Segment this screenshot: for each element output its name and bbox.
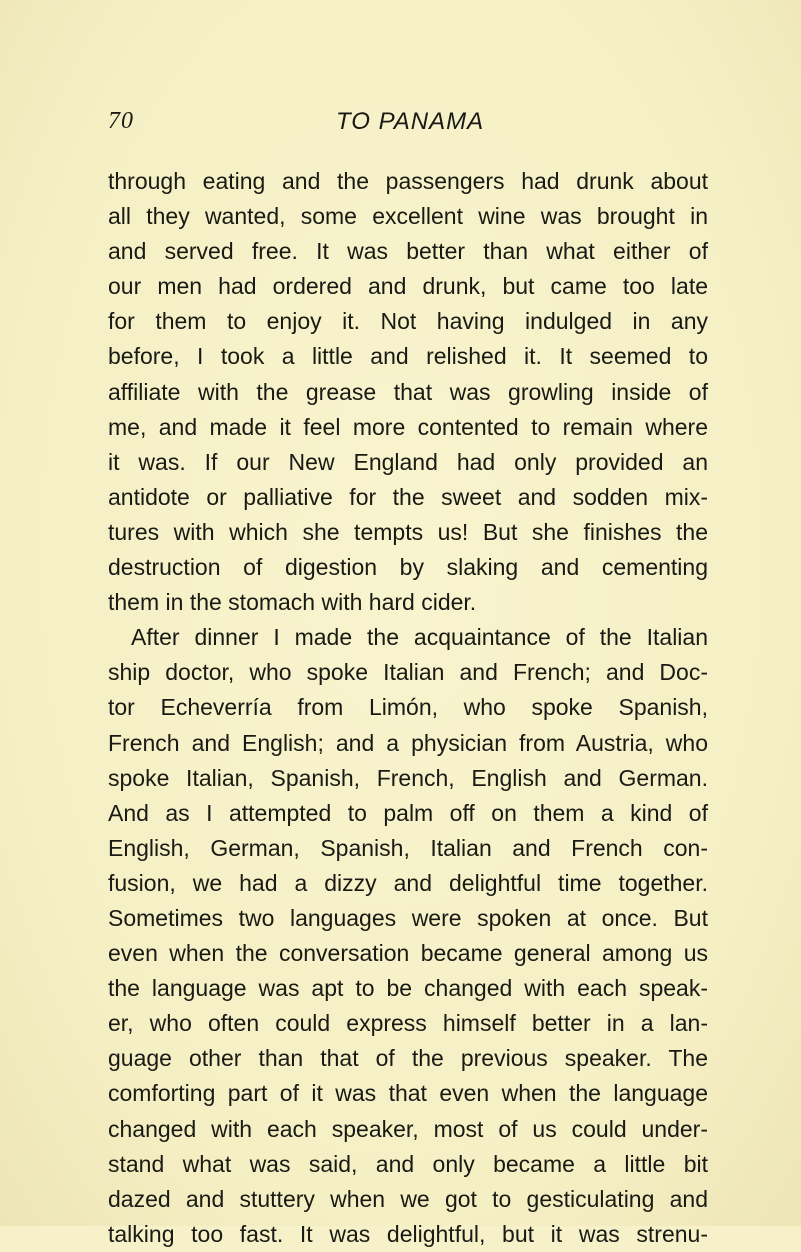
text-line: And as I attempted to palm off on them a kind of (108, 799, 708, 826)
text-line: and served free. It was better than what either of (108, 238, 708, 265)
text-line: through eating and the passengers had drunk about (108, 168, 708, 194)
text-line: before, I took a little and relished it. It seemed to (108, 343, 708, 370)
body-text (108, 164, 708, 1252)
text-line: talking too fast. It was delightful, but it was strenu- (108, 1220, 708, 1247)
page-number: 70 (108, 108, 134, 134)
text-line: tures with which she tempts us! But she finishes the (108, 518, 708, 545)
text-line: even when the conversation became general among us (108, 940, 708, 967)
text-line: Sometimes two languages were spoken at once. But (108, 904, 708, 931)
text-line: antidote or palliative for the sweet and sodden mix- (108, 483, 708, 510)
text-line: tor Echeverría from Limón, who spoke Spanish, (108, 694, 708, 721)
text-line: our men had ordered and drunk, but came too late (108, 273, 708, 300)
text-line: affiliate with the grease that was growling inside of (108, 378, 708, 405)
text-line: stand what was said, and only became a little bit (108, 1150, 708, 1177)
text-line: changed with each speaker, most of us could under- (108, 1115, 708, 1142)
text-line: for them to enjoy it. Not having indulged in any (108, 308, 708, 335)
text-line: After dinner I made the acquaintance of the Italian (131, 624, 708, 651)
text-line: dazed and stuttery when we got to gesticulating and (108, 1185, 708, 1212)
text-line: spoke Italian, Spanish, French, English and German. (108, 764, 708, 791)
text-line: er, who often could express himself better in a lan- (108, 1010, 708, 1037)
text-line: me, and made it feel more contented to remain where (108, 413, 708, 440)
page-header (108, 108, 708, 148)
text-line: all they wanted, some excellent wine was brought in (108, 203, 708, 230)
text-line: them in the stomach with hard cider. (108, 589, 477, 616)
text-line: fusion, we had a dizzy and delightful time together. (108, 869, 708, 896)
text-line: destruction of digestion by slaking and cementing (108, 554, 708, 581)
text-line: guage other than that of the previous speaker. The (108, 1045, 708, 1072)
text-line: English, German, Spanish, Italian and French con- (108, 834, 708, 861)
running-head: TO PANAMA (336, 108, 485, 135)
text-line: comforting part of it was that even when the language (108, 1080, 708, 1107)
text-line: the language was apt to be changed with each speak- (108, 975, 708, 1002)
text-line: French and English; and a physician from Austria, who (108, 729, 708, 756)
text-line: it was. If our New England had only provided an (108, 448, 708, 475)
text-line: ship doctor, who spoke Italian and French; and Doc- (108, 659, 708, 686)
